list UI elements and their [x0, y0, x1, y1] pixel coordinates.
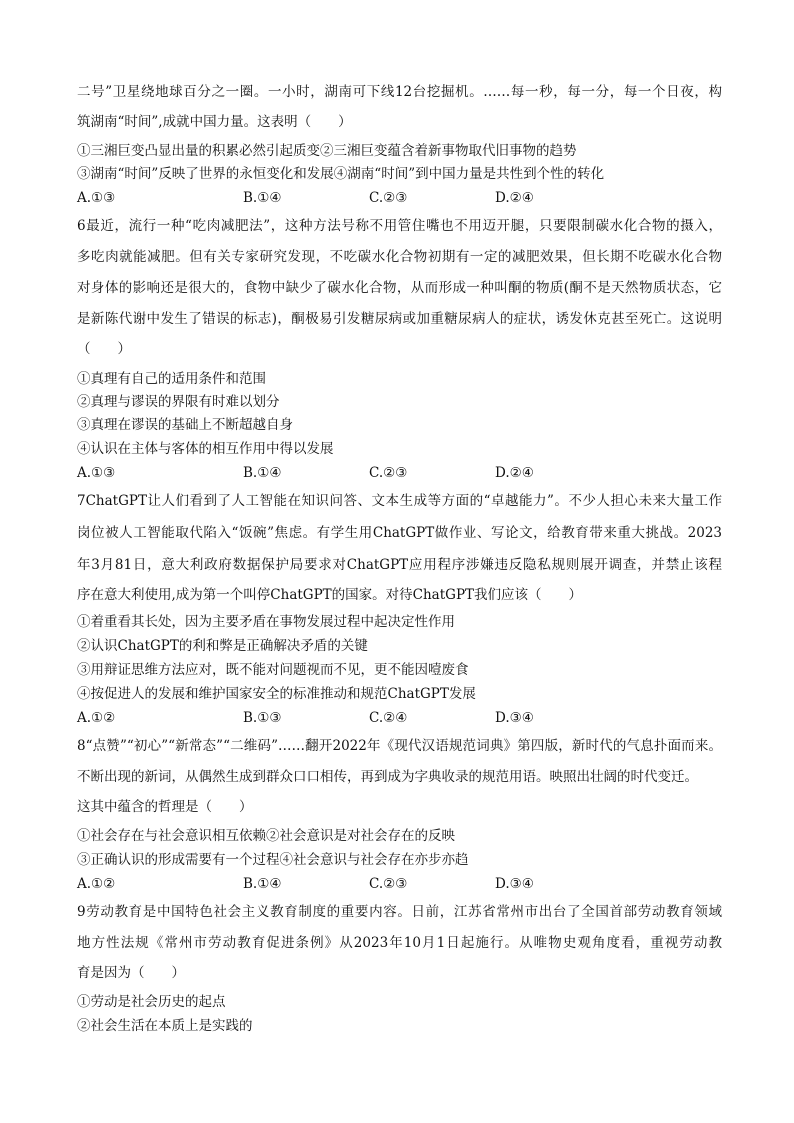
- q5-option-a[interactable]: A.①③: [77, 190, 116, 206]
- q5-line-2: 筑湖南“时间”,成就中国力量。这表明（ ）: [77, 114, 352, 130]
- q8-option-b[interactable]: B.①④: [243, 876, 282, 892]
- q6-statement-3: ③真理在谬误的基础上不断超越自身: [77, 417, 293, 433]
- q6-line-5: （ ）: [77, 341, 131, 357]
- q5-statement-1: ①三湘巨变凸显出量的积累必然引起质变②三湘巨变蕴含着新事物取代旧事物的趋势: [77, 143, 577, 159]
- q6-line-3: 对身体的影响还是很大的，食物中缺少了碳水化合物，从而形成一种叫酮的物质(酮不是天然物质状态，它: [77, 280, 722, 296]
- q8-option-d[interactable]: D.③④: [495, 876, 534, 892]
- q5-option-d[interactable]: D.②④: [495, 190, 534, 206]
- q8-option-c[interactable]: C.②③: [369, 876, 408, 892]
- q7-options: [77, 708, 722, 728]
- q6-option-b[interactable]: B.①④: [243, 465, 282, 481]
- q7-statement-1: ①着重看其长处，因为主要矛盾在事物发展过程中起决定性作用: [77, 614, 455, 630]
- q9-line-2: 地方性法规《常州市劳动教育促进条例》从2023年10月1日起施行。从唯物史观角度看，重视劳动教: [77, 935, 722, 951]
- q6-option-d[interactable]: D.②④: [495, 465, 534, 481]
- q8-line-2: 不断出现的新词，从偶然生成到群众口口相传，再到成为字典收录的规范用语。映照出壮阔的时代变迁。: [77, 769, 698, 785]
- q7-statement-4: ④按促进人的发展和维护国家安全的标准推动和规范ChatGPT发展: [77, 686, 476, 702]
- q8-options: [77, 874, 722, 894]
- q9-statement-2: ②社会生活在本质上是实践的: [77, 1018, 253, 1034]
- q7-option-b[interactable]: B.①③: [243, 710, 282, 726]
- q8-line-3: 这其中蕴含的哲理是（ ）: [77, 799, 253, 815]
- q9-line-3: 育是因为（ ）: [77, 965, 185, 981]
- q8-line-1: 8“点赞”“初心”“新常态”“二维码”……翻开2022年《现代汉语规范词典》第四版，新时代的气息扑面而来。: [77, 738, 722, 754]
- q5-option-c[interactable]: C.②③: [369, 190, 408, 206]
- q5-option-b[interactable]: B.①④: [243, 190, 282, 206]
- q7-line-3: 年3月81日，意大利政府数据保护局要求对ChatGPT应用程序涉嫌违反隐私规则展开调查，并禁止该程: [77, 557, 722, 573]
- q6-statement-2: ②真理与谬误的界限有时难以划分: [77, 394, 280, 410]
- q8-statement-1: ①社会存在与社会意识相互依赖②社会意识是对社会存在的反映: [77, 828, 455, 844]
- q6-line-2: 多吃肉就能减肥。但有关专家研究发现，不吃碳水化合物初期有一定的减肥效果，但长期不吃碳水化合物: [77, 249, 722, 265]
- q5-options: [77, 188, 722, 208]
- q8-option-a[interactable]: A.①②: [77, 876, 116, 892]
- q8-statement-2: ③正确认识的形成需要有一个过程④社会意识与社会存在亦步亦趋: [77, 852, 469, 868]
- q7-line-2: 岗位被人工智能取代陷入“饭碗”焦虑。有学生用ChatGPT做作业、写论文，给教育带来重大挑战。2023: [77, 525, 722, 541]
- q6-option-c[interactable]: C.②③: [369, 465, 408, 481]
- q6-option-a[interactable]: A.①③: [77, 465, 116, 481]
- q7-statement-2: ②认识ChatGPT的利和弊是正确解决矛盾的关键: [77, 638, 368, 654]
- q6-statement-4: ④认识在主体与客体的相互作用中得以发展: [77, 441, 334, 457]
- q6-statement-1: ①真理有自己的适用条件和范围: [77, 371, 266, 387]
- q5-statement-2: ③湖南“时间”反映了世界的永恒变化和发展④湖南“时间”到中国力量是共性到个性的转化: [77, 166, 605, 182]
- q9-line-1: 9劳动教育是中国特色社会主义教育制度的重要内容。日前，江苏省常州市出台了全国首部劳动教育领域: [77, 904, 722, 920]
- q5-line-1: 二号”卫星绕地球百分之一圈。一小时，湖南可下线12台挖掘机。……每一秒，每一分，每一个日夜，构: [77, 84, 722, 100]
- q6-line-1: 6最近，流行一种“吃肉减肥法”，这种方法号称不用管住嘴也不用迈开腿，只要限制碳水化合物的摄入，: [77, 218, 722, 234]
- q7-option-a[interactable]: A.①②: [77, 710, 116, 726]
- q7-statement-3: ③用辩证思维方法应对，既不能对问题视而不见，更不能因噎废食: [77, 662, 469, 678]
- q6-options: [77, 463, 722, 483]
- q7-option-c[interactable]: C.②④: [369, 710, 408, 726]
- q7-option-d[interactable]: D.③④: [495, 710, 534, 726]
- q9-statement-1: ①劳动是社会历史的起点: [77, 994, 226, 1010]
- q7-line-1: 7ChatGPT让人们看到了人工智能在知识问答、文本生成等方面的“卓越能力”。不少人担心未来大量工作: [77, 493, 722, 509]
- q6-line-4: 是新陈代谢中发生了错误的标志)，酮极易引发糖尿病或加重糖尿病人的症状，诱发休克甚至死亡。这说明: [77, 311, 722, 327]
- q7-line-4: 序在意大利使用,成为第一个叫停ChatGPT的国家。对待ChatGPT我们应该（ ）: [77, 587, 583, 603]
